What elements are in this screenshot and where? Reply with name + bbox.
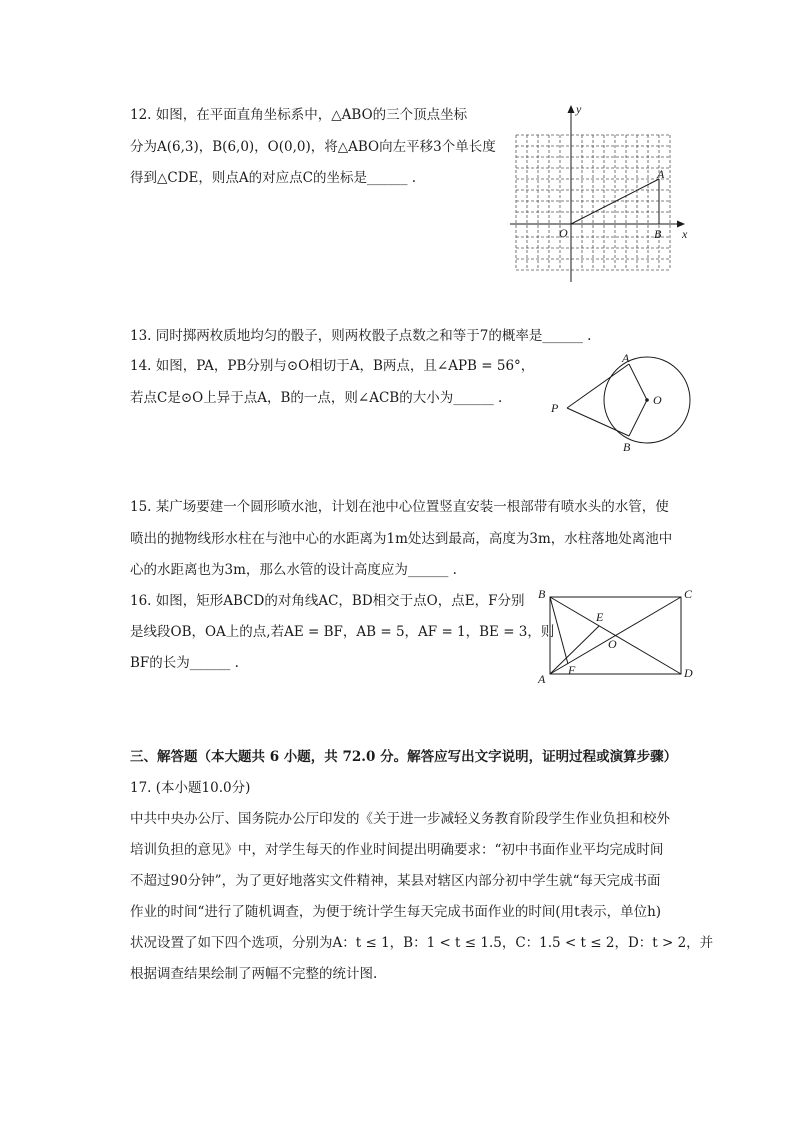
q12-coordinate-figure bbox=[505, 100, 705, 285]
q17-line-2: 培训负担的意见》中，对学生每天的作业时间提出明确要求：“初中书面作业平均完成时间 bbox=[130, 842, 664, 858]
label-C: C bbox=[684, 587, 693, 601]
q12-line-1: 12. 如图，在平面直角坐标系中，△ABO的三个顶点坐标 bbox=[130, 107, 468, 123]
q16-rectangle-figure bbox=[532, 585, 702, 690]
label-B: B bbox=[654, 227, 662, 241]
label-B: B bbox=[538, 587, 546, 601]
q12-line-3: 得到△CDE，则点A的对应点C的坐标是______ . bbox=[130, 170, 417, 186]
label-A: A bbox=[538, 672, 546, 686]
q17-line-5: 状况设置了如下四个选项，分别为A：t ≤ 1，B：1 < t ≤ 1.5，C：1.5 < t ≤ 2，D：t > 2，并 bbox=[130, 935, 714, 951]
label-P: P bbox=[551, 401, 559, 415]
q17-line-4: 作业的时间“进行了随机调查，为便于统计学生每天完成书面作业的时间(用t表示，单位h) bbox=[130, 904, 662, 920]
section3-heading: 三、解答题（本大题共 6 小题，共 72.0 分。解答应写出文字说明，证明过程或演算步骤） bbox=[130, 749, 678, 765]
label-O: O bbox=[653, 393, 662, 407]
center-dot bbox=[645, 398, 649, 402]
label-x: x bbox=[682, 227, 688, 241]
tangent-PA bbox=[567, 364, 629, 408]
q17-line-1: 中共中央办公厅、国务院办公厅印发的《关于进一步减轻义务教育阶段学生作业负担和校外 bbox=[130, 811, 670, 827]
radius-OA bbox=[629, 364, 647, 400]
q16-line-2: 是线段OB，OA上的点,若AE = BF，AB = 5，AF = 1，BE = 3，则 bbox=[130, 624, 555, 640]
q15-line-1: 15. 某广场要建一个圆形喷水池，计划在池中心位置竖直安装一根部带有喷水头的水管，使 bbox=[130, 499, 669, 515]
label-E: E bbox=[596, 610, 604, 624]
tangent-PB bbox=[567, 408, 629, 436]
label-O: O bbox=[608, 637, 617, 651]
q15-line-2: 喷出的抛物线形水柱在与池中心的水距离为1m处达到最高，高度为3m，水柱落地处离池中 bbox=[130, 531, 673, 547]
label-O: O bbox=[559, 226, 568, 240]
q13-line: 13. 同时掷两枚质地均匀的骰子，则两枚骰子点数之和等于7的概率是______ . bbox=[130, 328, 592, 344]
segment-BF bbox=[550, 597, 568, 664]
q14-line-1: 14. 如图，PA，PB分别与⊙O相切于A，B两点，且∠APB = 56°， bbox=[130, 358, 535, 374]
y-axis-arrow-icon bbox=[568, 105, 575, 113]
q16-line-3: BF的长为______ . bbox=[130, 655, 239, 671]
label-y: y bbox=[576, 102, 582, 116]
label-F: F bbox=[568, 663, 576, 677]
q17-header: 17. (本小题10.0分) bbox=[130, 780, 251, 796]
label-D: D bbox=[684, 666, 693, 680]
q12-line-2: 分为A(6,3)，B(6,0)，O(0,0)，将△ABO向左平移3个单长度 bbox=[130, 139, 496, 155]
label-A: A bbox=[657, 167, 665, 181]
radius-OB bbox=[629, 400, 647, 436]
q14-line-2: 若点C是⊙O上异于点A，B的一点，则∠ACB的大小为______ . bbox=[130, 390, 503, 406]
q14-tangent-figure bbox=[545, 350, 705, 460]
q16-line-1: 16. 如图，矩形ABCD的对角线AC，BD相交于点O，点E，F分别 bbox=[130, 593, 525, 609]
q17-line-3: 不超过90分钟”，为了更好地落实文件精神，某县对辖区内部分初中学生就“每天完成书面 bbox=[130, 873, 661, 889]
q17-line-6: 根据调查结果绘制了两幅不完整的统计图. bbox=[130, 966, 378, 982]
label-A: A bbox=[622, 351, 630, 365]
label-B: B bbox=[623, 440, 631, 454]
q15-line-3: 心的水距离也为3m，那么水管的设计高度应为______ . bbox=[130, 562, 457, 578]
